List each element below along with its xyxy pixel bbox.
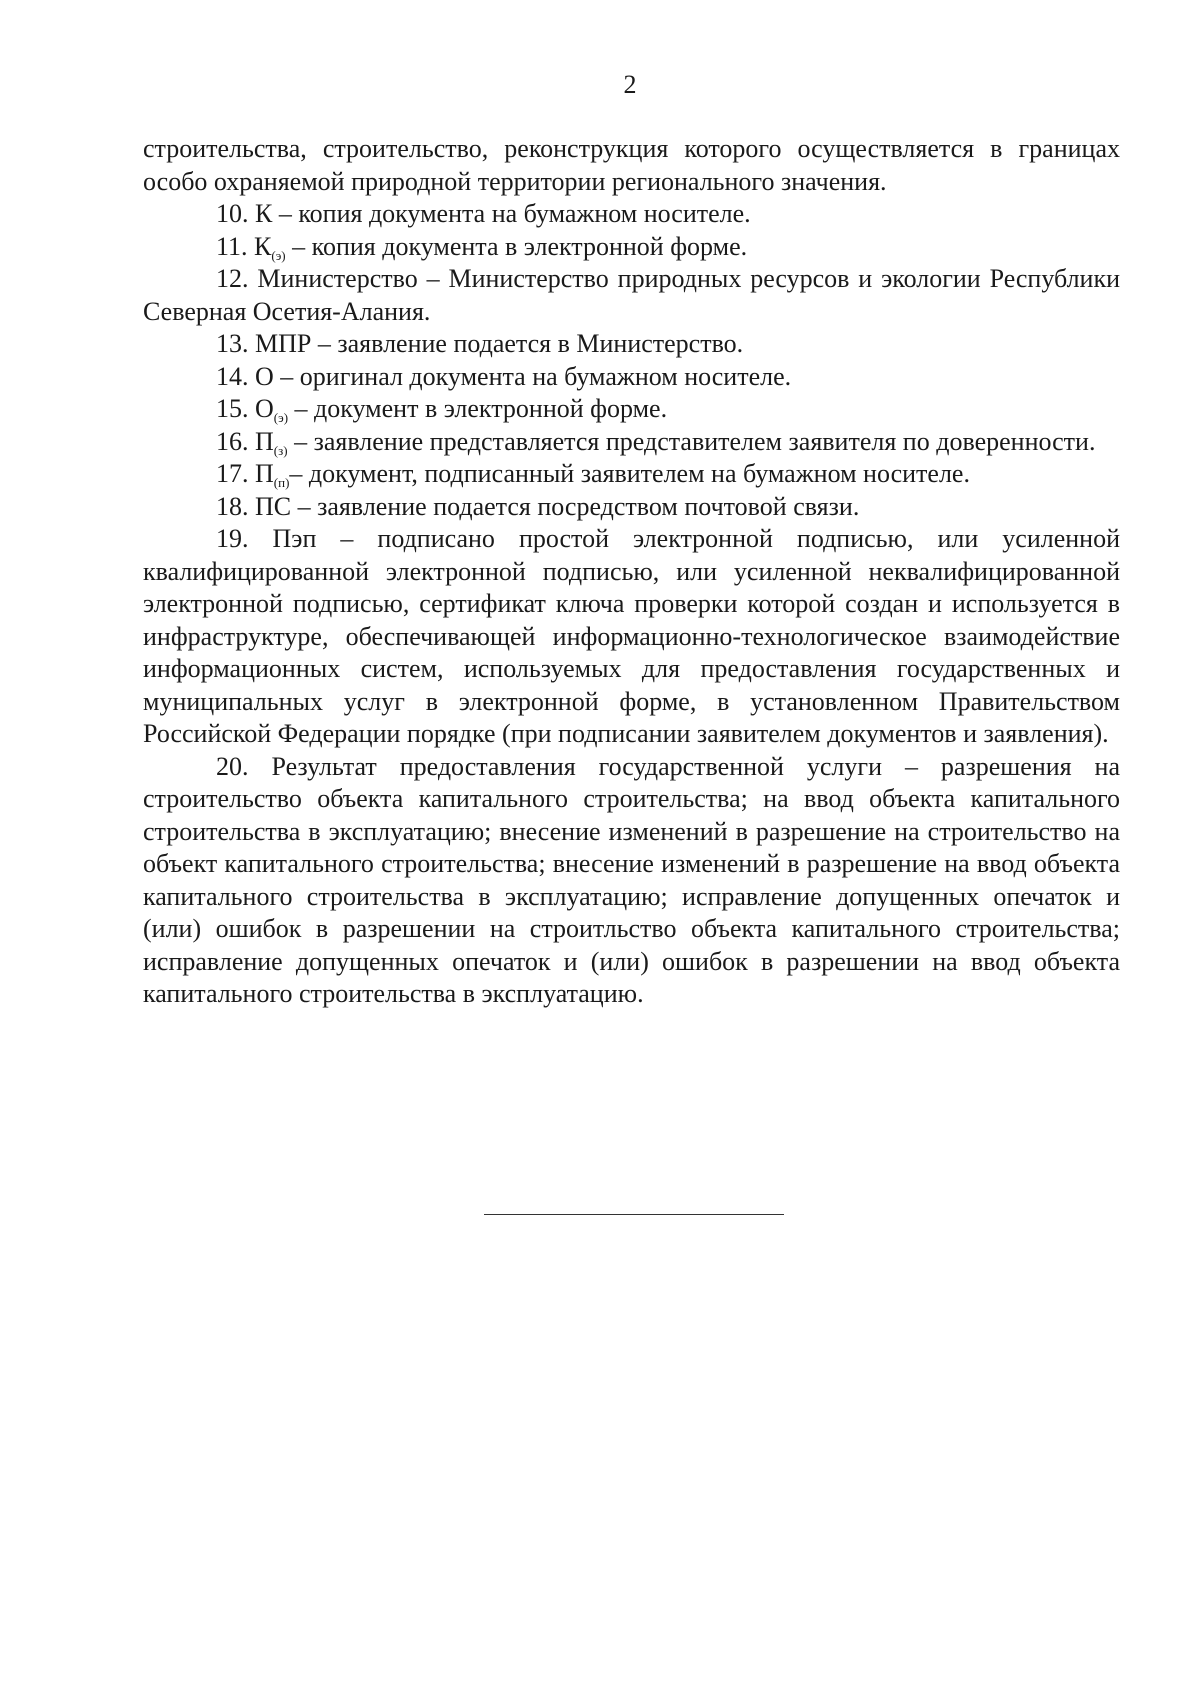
end-divider-line: [484, 1214, 784, 1215]
definition-item-15: [143, 393, 1120, 426]
item-term-subscript: (э): [271, 247, 286, 263]
item-definition: – заявление представляется представителем заявителя по доверенности.: [287, 426, 1096, 456]
item-number: 11.: [216, 231, 248, 261]
item-term: Результат предоставления государственной услуги: [271, 751, 882, 781]
definition-item-17: [143, 458, 1120, 491]
item-term: П: [255, 426, 274, 456]
definition-item-12: [143, 263, 1120, 328]
item-term: О: [255, 394, 274, 423]
intro-paragraph: строительства, строительство, реконструкция которого осуществляется в границах особо охраняемой природной территории регионального значения.: [143, 134, 1120, 196]
item-definition: – документ в электронной форме.: [288, 394, 668, 423]
item-term: Пэп: [272, 524, 317, 553]
definition-item-18: [143, 491, 1120, 524]
definition-item-16: [143, 426, 1120, 459]
item-term: Министерство: [257, 264, 418, 293]
item-definition: – заявление подается посредством почтовой связи.: [291, 491, 860, 521]
item-number: 16.: [216, 426, 249, 456]
definition-item-11: [143, 231, 1120, 264]
item-definition: – копия документа в электронной форме.: [285, 231, 748, 261]
definition-item-14: [143, 361, 1120, 394]
item-term: П: [255, 459, 274, 488]
item-number: 12.: [216, 264, 249, 293]
item-number: 19.: [216, 524, 249, 553]
definition-item-10: [143, 198, 1120, 231]
page-number: 2: [623, 70, 637, 99]
item-number: 10.: [216, 199, 249, 228]
item-term: О: [255, 361, 274, 391]
item-number: 17.: [216, 459, 249, 488]
item-term: ПС: [255, 491, 292, 521]
item-term: К: [254, 231, 272, 261]
definition-item-19: [143, 523, 1120, 751]
item-definition: – оригинал документа на бумажном носителе.: [273, 361, 792, 391]
item-definition: – подписано простой электронной подписью, или усиленной квалифицированной электронной подписью, или усиленной неквалифицированной электронной подписью, сертификат ключа проверки которой создан и используется в инфраструктуре, обеспечивающей информационно-технологическое взаимодействие информационных систем, используемых для предоставления государственных и муниципальных услуг в электронной форме, в установленном Правительством Российской Федерации порядке (при подписании заявителем документов и заявления).: [143, 524, 1120, 748]
item-term-subscript: (э): [273, 410, 289, 425]
item-term: К: [255, 199, 273, 228]
document-body: [143, 133, 1120, 1011]
item-definition: – Министерство природных ресурсов и экологии Республики Северная Осетия-Алания.: [143, 264, 1121, 326]
definition-item-20: [143, 751, 1120, 1011]
item-number: 20.: [216, 751, 249, 781]
item-definition: – заявление подается в Министерство.: [311, 329, 744, 358]
item-definition: – документ, подписанный заявителем на бумажном носителе.: [289, 459, 970, 488]
item-definition: – разрешения на строительство объекта капитального строительства; на ввод объекта капитального строительства в эксплуатацию; внесение изменений в разрешение на строительство на объект капитального строительства; внесение изменений в разрешение на ввод объекта капитального строительства в эксплуатацию; исправление допущенных опечаток и (или) ошибок в разрешении на строитльство объекта капитального строительства; исправление допущенных опечаток и (или) ошибок в разрешении на ввод объекта капитального строительства в эксплуатацию.: [143, 751, 1121, 1008]
item-definition: – копия документа на бумажном носителе.: [272, 199, 751, 228]
definition-item-13: [143, 328, 1120, 361]
item-number: 14.: [216, 361, 249, 391]
item-number: 18.: [216, 491, 249, 521]
item-number: 13.: [216, 329, 249, 358]
item-term-subscript: (з): [273, 442, 288, 458]
item-number: 15.: [216, 394, 249, 423]
item-term-subscript: (п): [273, 475, 290, 490]
item-term: МПР: [255, 329, 312, 358]
